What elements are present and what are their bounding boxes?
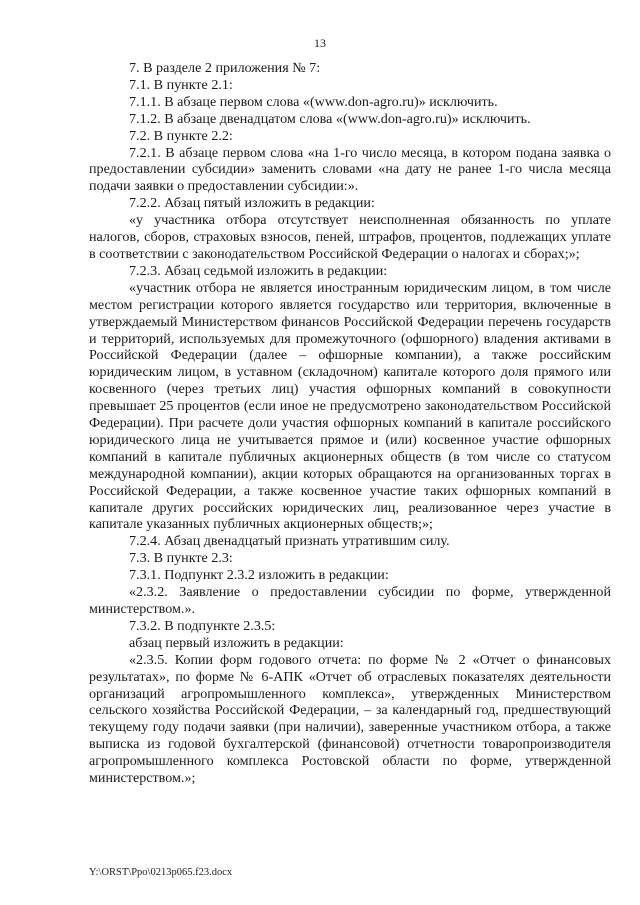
- paragraph: 7.2.1. В абзаце первом слова «на 1-го число месяца, в котором подана заявка о предоставлении субсидии» заменить словами «на дату не ранее 1-го числа месяца подачи заявки о предоставлении субсидии:».: [89, 144, 611, 195]
- paragraph: 7.3.1. Подпункт 2.3.2 изложить в редакции:: [129, 567, 389, 584]
- paragraph: «участник отбора не является иностранным юридическим лицом, в том числе местом регистрации которого является государство или территория, включенные в утверждаемый Министерством финансов Российской Федерации перечень государств и территорий, используемых для промежуточного (офшорного) владения активами в Российской Федерации (далее – офшорные компании), а также российским юридическим лицом, в уставном (складочном) капитале которого доля прямого или косвенного (через третьих лиц) участия офшорных компаний в совокупности превышает 25 процентов (если иное не предусмотрено законодательством Российской Федерации). При расчете доли участия офшорных компаний в капитале российского юридического лица не учитывается прямое и (или) косвенное участие офшорных компаний в капитале публичных акционерных обществ (в том числе со статусом международной компании), акции которых обращаются на организованных торгах в Российской Федерации, а также косвенное участие таких офшорных компаний в капитале других российских юридических лиц, реализованное через участие в капитале указанных публичных акционерных обществ;»;: [89, 279, 611, 533]
- paragraph: 7.1. В пункте 2.1:: [129, 76, 233, 93]
- paragraph: абзац первый изложить в редакции:: [129, 634, 344, 651]
- footer-file-path: Y:\ORST\Ppo\0213p065.f23.docx: [89, 867, 233, 878]
- paragraph: 7.2. В пункте 2.2:: [129, 127, 233, 144]
- page-number: 13: [314, 36, 326, 50]
- paragraph: 7.1.2. В абзаце двенадцатом слова «(www.don-agro.ru)» исключить.: [129, 110, 531, 127]
- paragraph: «у участника отбора отсутствует неисполненная обязанность по уплате налогов, сборов, страховых взносов, пеней, штрафов, процентов, подлежащих уплате в соответствии с законодательством Российской Федерации о налогах и сборах;»;: [89, 212, 611, 262]
- paragraph: «2.3.2. Заявление о предоставлении субсидии по форме, утвержденной министерством.».: [89, 584, 611, 617]
- paragraph: 7.2.3. Абзац седьмой изложить в редакции:: [129, 262, 388, 279]
- paragraph: 7. В разделе 2 приложения № 7:: [129, 60, 321, 76]
- paragraph: 7.2.4. Абзац двенадцатый признать утратившим силу.: [129, 533, 450, 550]
- paragraph: 7.1.1. В абзаце первом слова «(www.don-agro.ru)» исключить.: [129, 93, 498, 110]
- paragraph: 7.3.2. В подпункте 2.3.5:: [129, 617, 276, 634]
- paragraph: 7.2.2. Абзац пятый изложить в редакции:: [129, 195, 375, 212]
- document-body: [89, 60, 611, 787]
- paragraph: 7.3. В пункте 2.3:: [129, 550, 233, 567]
- paragraph: «2.3.5. Копии форм годового отчета: по форме № 2 «Отчет о финансовых результатах», по форме № 6-АПК «Отчет об отраслевых показателях деятельности организаций агропромышленного комплекса», утвержденных Министерством сельского хозяйства Российской Федерации, – за календарный год, предшествующий текущему году подачи заявки (при наличии), заверенные участником отбора, а также выписка из годовой бухгалтерской (финансовой) отчетности товаропроизводителя агропромышленного комплекса Ростовской области по форме, утвержденной министерством.»;: [89, 651, 611, 787]
